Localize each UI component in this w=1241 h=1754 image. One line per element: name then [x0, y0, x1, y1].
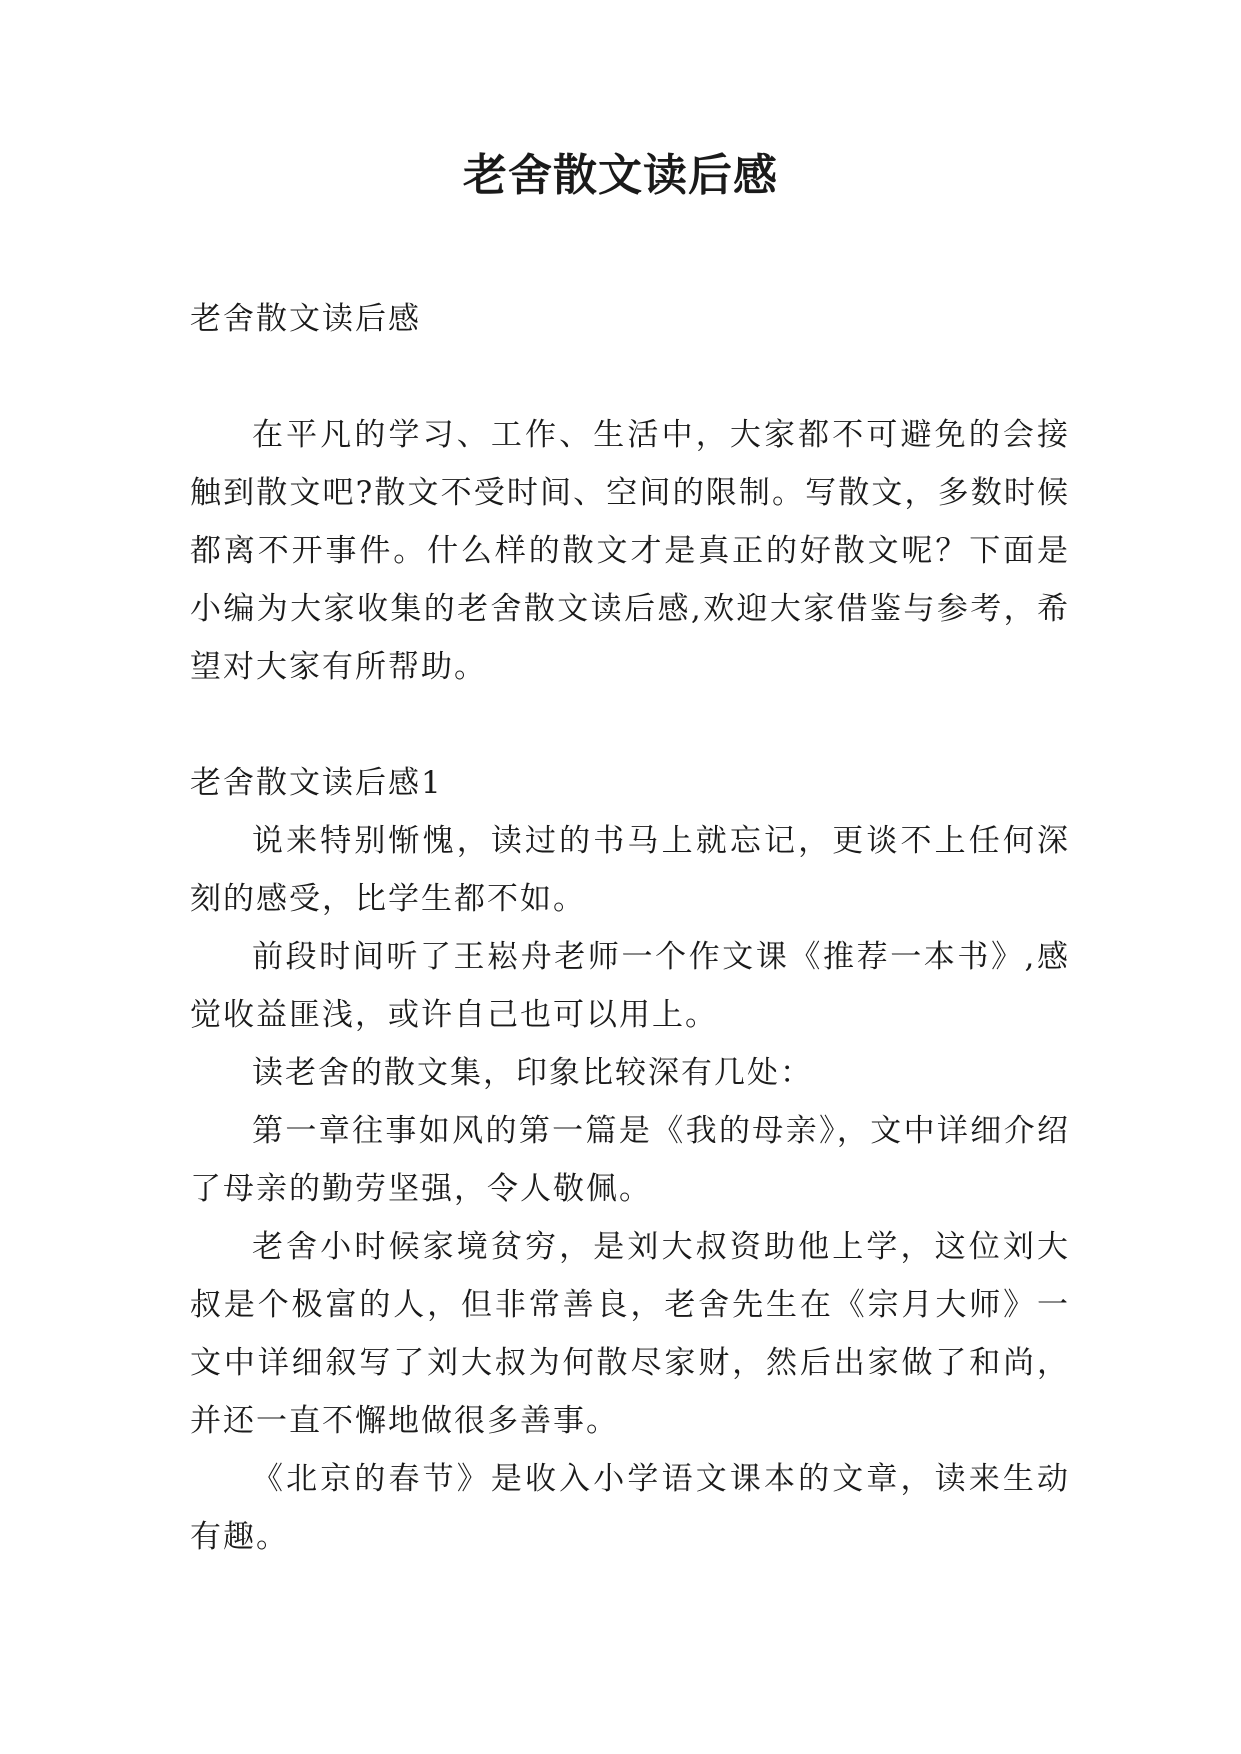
- body-paragraph: 前段时间听了王崧舟老师一个作文课《推荐一本书》,感觉收益匪浅，或许自己也可以用上。: [190, 939, 1070, 1033]
- document-title: 老舍散文读后感: [463, 150, 778, 201]
- document-body: [190, 290, 1070, 1566]
- body-paragraph: 第一章往事如风的第一篇是《我的母亲》，文中详细介绍了母亲的勤劳坚强，令人敬佩。: [190, 1113, 1070, 1207]
- section-heading: 老舍散文读后感1: [190, 765, 443, 801]
- body-paragraph: 老舍小时候家境贫穷，是刘大叔资助他上学，这位刘大叔是个极富的人，但非常善良，老舍先生在《宗月大师》一文中详细叙写了刘大叔为何散尽家财，然后出家做了和尚，并还一直不懈地做很多善事。: [190, 1229, 1070, 1439]
- body-paragraph: 读老舍的散文集，印象比较深有几处：: [252, 1055, 813, 1091]
- intro-paragraph: 在平凡的学习、工作、生活中，大家都不可避免的会接触到散文吧?散文不受时间、空间的限制。写散文，多数时候都离不开事件。什么样的散文才是真正的好散文呢？下面是小编为大家收集的老舍散文读后感,欢迎大家借鉴与参考，希望对大家有所帮助。: [190, 417, 1070, 685]
- spacer: [190, 348, 1070, 406]
- document-subtitle: 老舍散文读后感: [190, 301, 421, 337]
- spacer: [190, 696, 1070, 754]
- body-paragraph: 说来特别惭愧，读过的书马上就忘记，更谈不上任何深刻的感受，比学生都不如。: [190, 823, 1070, 917]
- body-paragraph: 《北京的春节》是收入小学语文课本的文章，读来生动有趣。: [190, 1461, 1070, 1555]
